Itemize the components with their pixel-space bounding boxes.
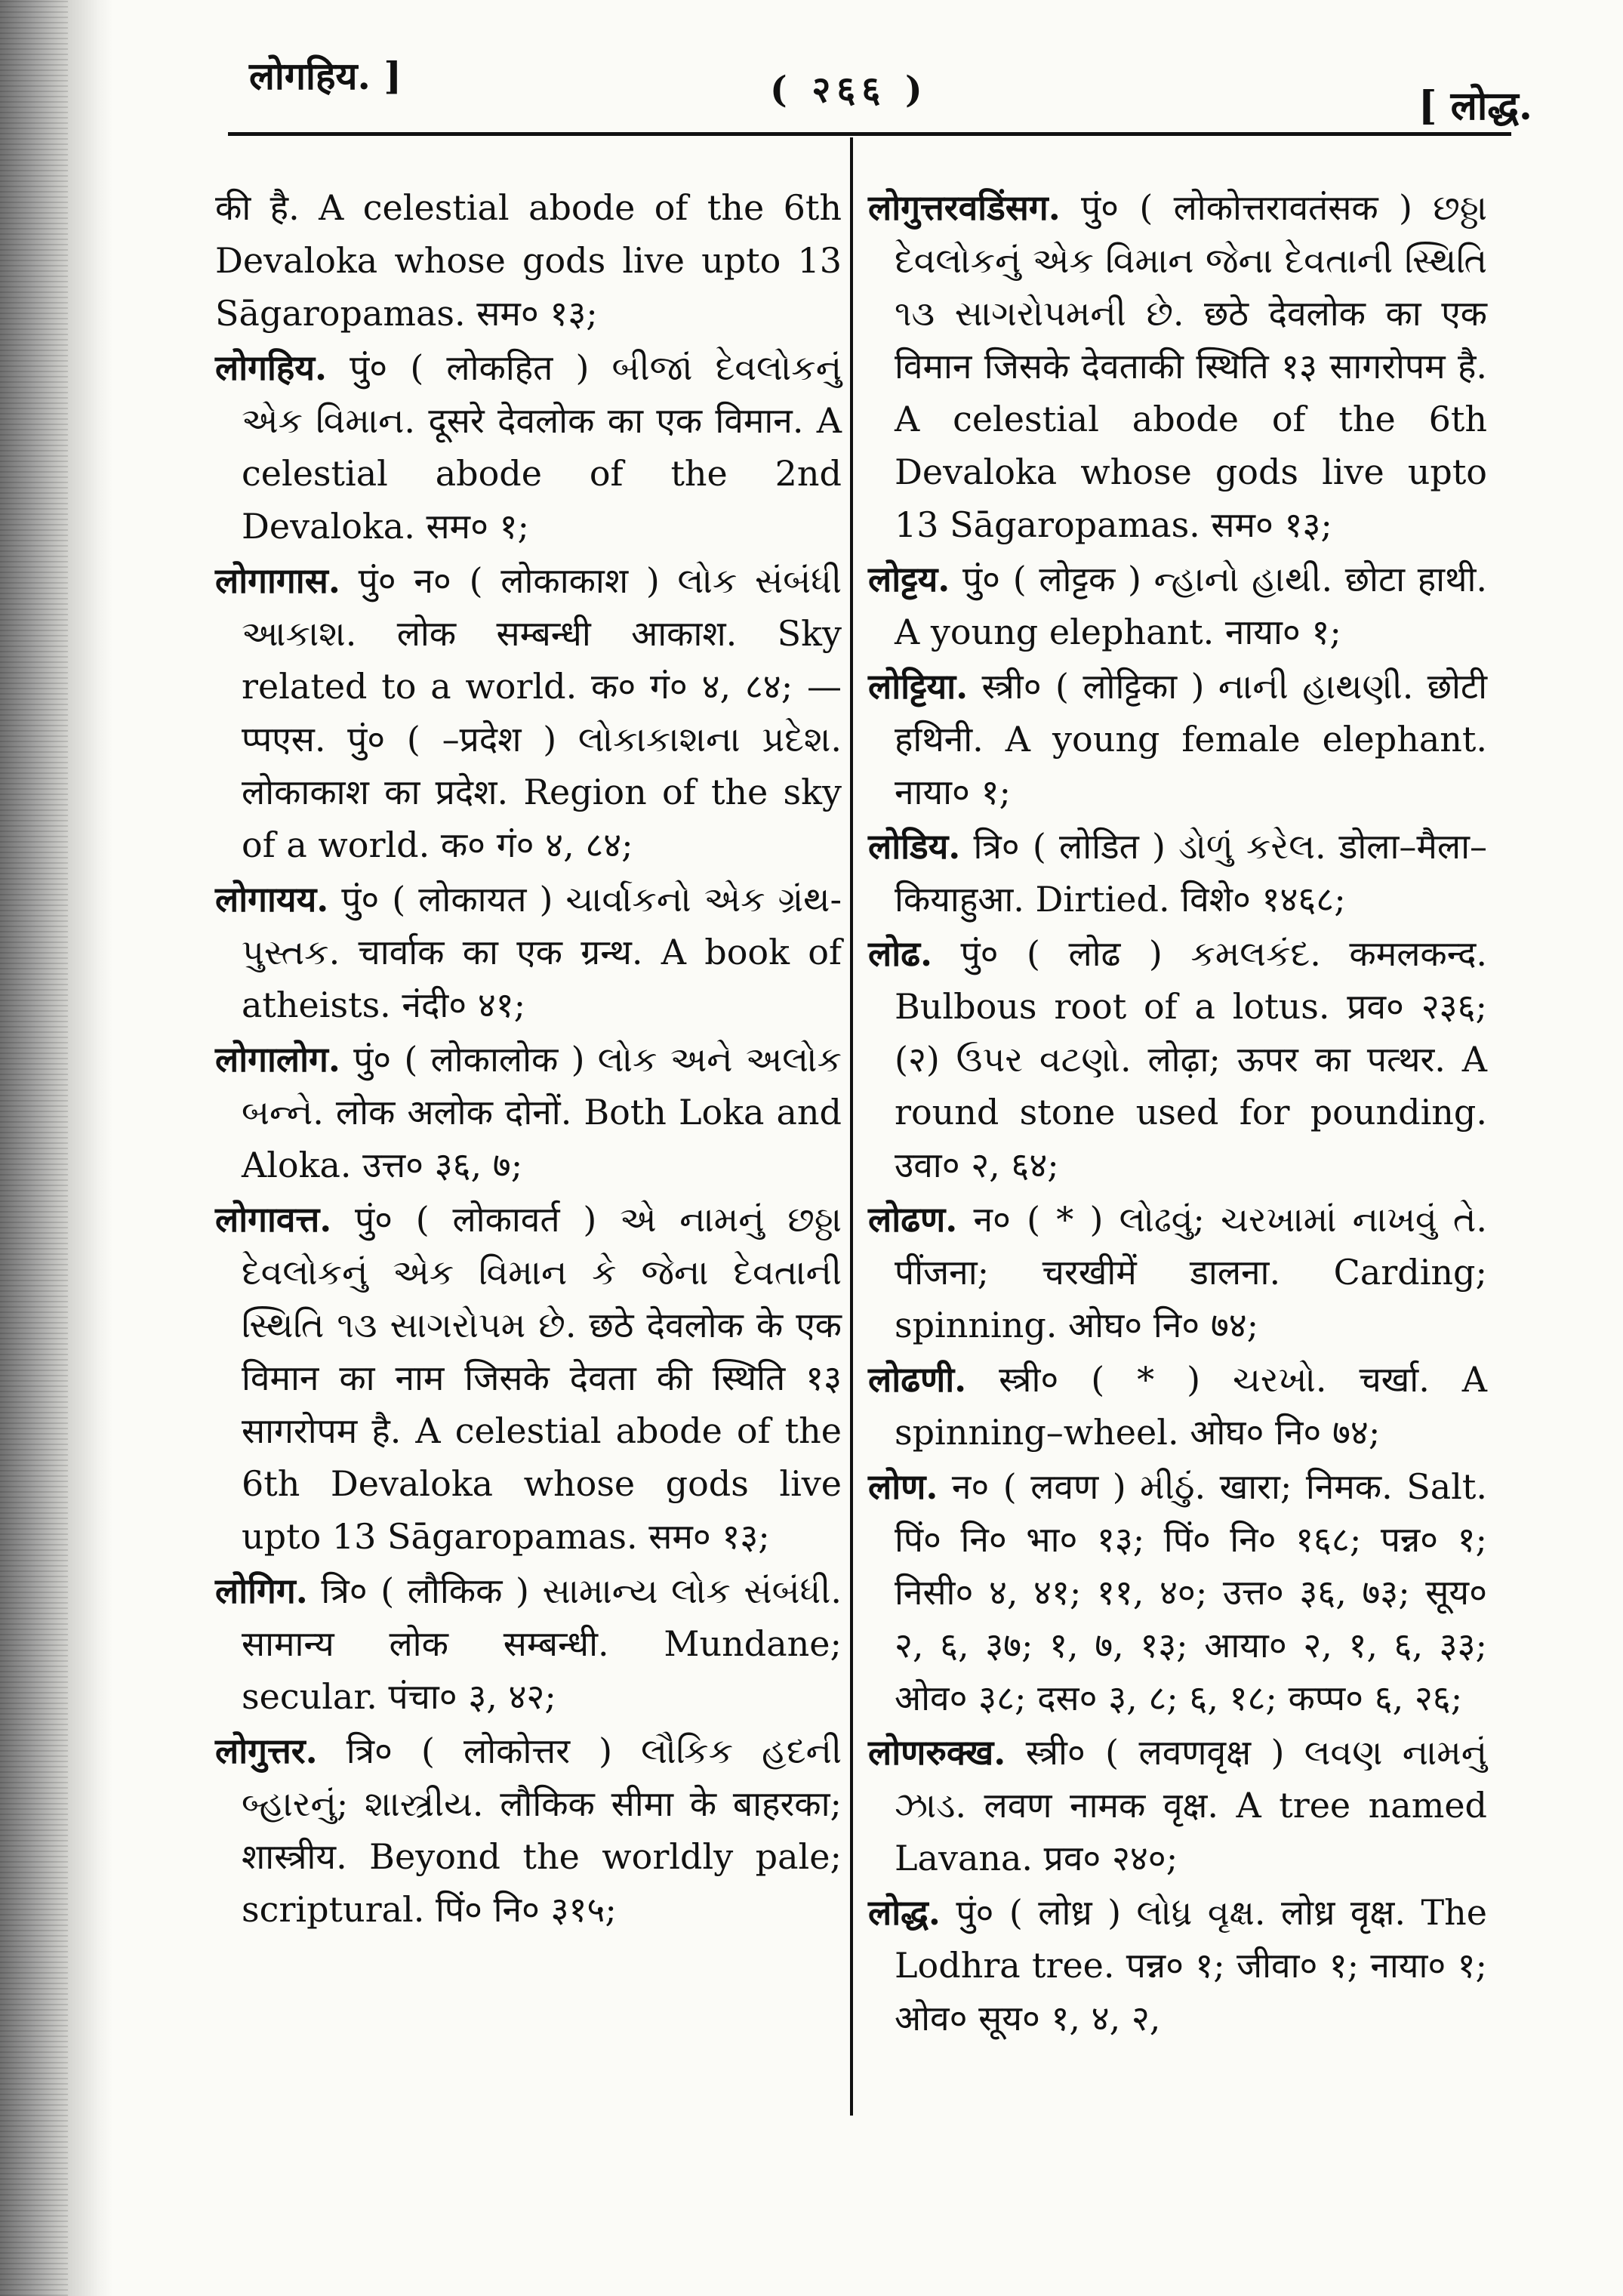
- page-number: ( २६६ ): [770, 69, 929, 111]
- entry-definition: पुं० न० ( लोकाकाश ) લોક સંબંધી આકાશ. लोक सम्बन्धी आकाश. Sky related to a world. क० गं० ४, ८४; —प्पएस. पुं० ( –प्रदेश ) લોકાકાશના પ્રદેશ. लोकाकाश का प्रदेश. Region of the sky of a world. क० गं० ४, ८४;: [242, 560, 842, 865]
- entry-headword: लोढ.: [868, 933, 933, 974]
- entry-definition: न० ( लवण ) મીઠું. खारा; निमक. Salt. पिं० नि० भा० १३; पिं० नि० १६८; पन्न० १; निसी० ४, ४१; ११, ४०; उत्त० ३६, ७३; सूय० २, ६, ३७; १, ७, १३; आया० २, १, ६, ३३; ओव० ३८; दस० ३, ८; ६, १८; कप्प० ६, २६;: [895, 1466, 1487, 1718]
- dictionary-entry: [868, 1726, 1487, 1885]
- right-column: [868, 181, 1487, 2046]
- entry-definition: न० ( * ) લોઢવું; ચરખામાં નાખવું તે. पींजना; चरखीमें डालना. Carding; spinning. ओघ० नि० ७४;: [895, 1199, 1488, 1345]
- entry-headword: लोढणी.: [868, 1359, 967, 1400]
- entry-headword: लोट्टिया.: [868, 666, 969, 707]
- entry-definition: पुं० ( लोध्र ) લોધ્ર વૃક્ષ. लोध्र वृक्ष. The Lodhra tree. पन्न० १; जीवा० १; नाया० १; ओव० सूय० १, ४, २,: [895, 1892, 1488, 2039]
- entry-headword: लोगुत्तर.: [215, 1730, 318, 1771]
- dictionary-entry: [215, 1564, 842, 1723]
- entry-definition: पुं० ( लोकोत्तरावतंसक ) છઠ્ઠા દેવલોકનું એક વિમાન જેના દેવતાની સ્થિતિ ૧૩ સાગરોપમની છે. छठे देवलोक का एक विमान जिसके देवताकी स्थिति १३ सागरोपम है. A celestial abode of the 6th Devaloka whose gods live upto 13 Sāgaropamas. सम० १३;: [895, 187, 1487, 545]
- running-head-right: [ लोद्ध.: [1418, 83, 1532, 129]
- dictionary-entry: [868, 1353, 1487, 1459]
- entry-headword: लोगागास.: [215, 560, 340, 601]
- entry-headword: लोगालोग.: [215, 1039, 340, 1080]
- scan-shadow-edge: [0, 0, 113, 2296]
- entry-definition: स्त्री० ( * ) ચરખો. चर्खा. A spinning–wheel. ओघ० नि० ७४;: [895, 1359, 1488, 1453]
- entry-definition: स्त्री० ( लोट्टिका ) નાની હાથણી. छोटी हथिनी. A young female elephant. नाया० १;: [895, 666, 1487, 812]
- entry-headword: लोगिग.: [215, 1570, 308, 1611]
- entry-headword: लोण.: [868, 1466, 938, 1507]
- column-divider: [850, 137, 853, 2116]
- dictionary-entry: [868, 660, 1487, 818]
- entry-definition: त्रि० ( लोकोत्तर ) લૌકિક હદની બ્હારનું; શાસ્ત્રીય. लौकिक सीमा के बाहरका; शास्त्रीय. Beyond the worldly pale; scriptural. पिं० नि० ३१५;: [242, 1730, 842, 1930]
- dictionary-entry: [215, 341, 842, 553]
- dictionary-entry: [868, 1460, 1487, 1724]
- dictionary-entry: [868, 1886, 1487, 2045]
- entry-definition: त्रि० ( लोडित ) ડોળું કરેલ. डोला–मैला–कियाहुआ. Dirtied. विशे० १४६८;: [895, 826, 1487, 920]
- entry-headword: लोढण.: [868, 1199, 958, 1240]
- entry-headword: लोगायय.: [215, 879, 329, 920]
- entry-definition: पुं० ( लोकावर्त ) એ નામનું છઠ્ઠા દેવલોકનું એક વિમાન કે જેના દેવતાની સ્થિતિ ૧૩ સાગરોપમ છે. छठे देवलोक के एक विमान का नाम जिसके देवता की स्थिति १३ सागरोपम है. A celestial abode of the 6th Devaloka whose gods live upto 13 Sāgaropamas. सम० १३;: [242, 1199, 842, 1557]
- entry-headword: लोगहिय.: [215, 347, 328, 388]
- entry-headword: लोद्ध.: [868, 1892, 941, 1933]
- page-header: [226, 42, 1532, 129]
- dictionary-entry: [868, 927, 1487, 1191]
- entry-headword: लोगावत्त.: [215, 1199, 332, 1240]
- dictionary-entry: [215, 1033, 842, 1191]
- dictionary-entry: [215, 1724, 842, 1936]
- entry-headword: लोडिय.: [868, 826, 961, 867]
- dictionary-entry: [868, 820, 1487, 926]
- entry-headword: लोगुत्तरवडिंसग.: [868, 187, 1061, 228]
- entry-definition: पुं० ( लोकालोक ) લોક અને અલોક બન્ને. लोक अलोक दोनों. Both Loka and Aloka. उत्त० ३६, ७;: [242, 1039, 842, 1185]
- entry-definition: स्त्री० ( लवणवृक्ष ) લવણ નામનું ઝાડ. लवण नामक वृक्ष. A tree named Lavana. प्रव० २४०;: [895, 1732, 1487, 1878]
- entry-definition: की है. A celestial abode of the 6th Devaloka whose gods live upto 13 Sāgaropamas. सम० १३;: [215, 187, 842, 334]
- running-head-left: लोगहिय. ]: [249, 54, 402, 98]
- dictionary-entry: [868, 181, 1487, 551]
- dictionary-entry: [215, 181, 842, 340]
- dictionary-entry: [215, 1193, 842, 1563]
- entry-headword: लोणरुक्ख.: [868, 1732, 1006, 1773]
- header-rule: [228, 132, 1511, 136]
- entry-headword: लोट्टय.: [868, 559, 950, 599]
- dictionary-entry: [868, 553, 1487, 658]
- left-column: [215, 181, 842, 1937]
- entry-definition: त्रि० ( लौकिक ) સામાન્ય લોક સંબંધી. सामान्य लोक सम्बन्धी. Mundane; secular. पंचा० ३, ४२;: [242, 1570, 842, 1717]
- dictionary-entry: [215, 554, 842, 871]
- dictionary-entry: [868, 1193, 1487, 1351]
- entry-definition: पुं० ( लोट्टक ) ન્હાનો હાથી. छोटा हाथी. A young elephant. नाया० १;: [895, 559, 1487, 652]
- dictionary-entry: [215, 873, 842, 1031]
- entry-definition: पुं० ( लोढ ) કમલકંદ. कमलकन्द. Bulbous root of a lotus. प्रव० २३६; (२) ઉપર વટણો. लोढ़ा; ऊपर का पत्थर. A round stone used for pounding. उवा० २, ६४;: [895, 933, 1487, 1185]
- entry-definition: पुं० ( लोकहित ) બીજાં દેવલોકનું એક વિમાન. दूसरे देवलोक का एक विमान. A celestial abode of the 2nd Devaloka. सम० १;: [242, 347, 842, 547]
- entry-definition: पुं० ( लोकायत ) ચાર્વાકનો એક ગ્રંથ-પુસ્તક. चार्वाक का एक ग्रन्थ. A book of atheists. नंदी० ४१;: [242, 879, 842, 1025]
